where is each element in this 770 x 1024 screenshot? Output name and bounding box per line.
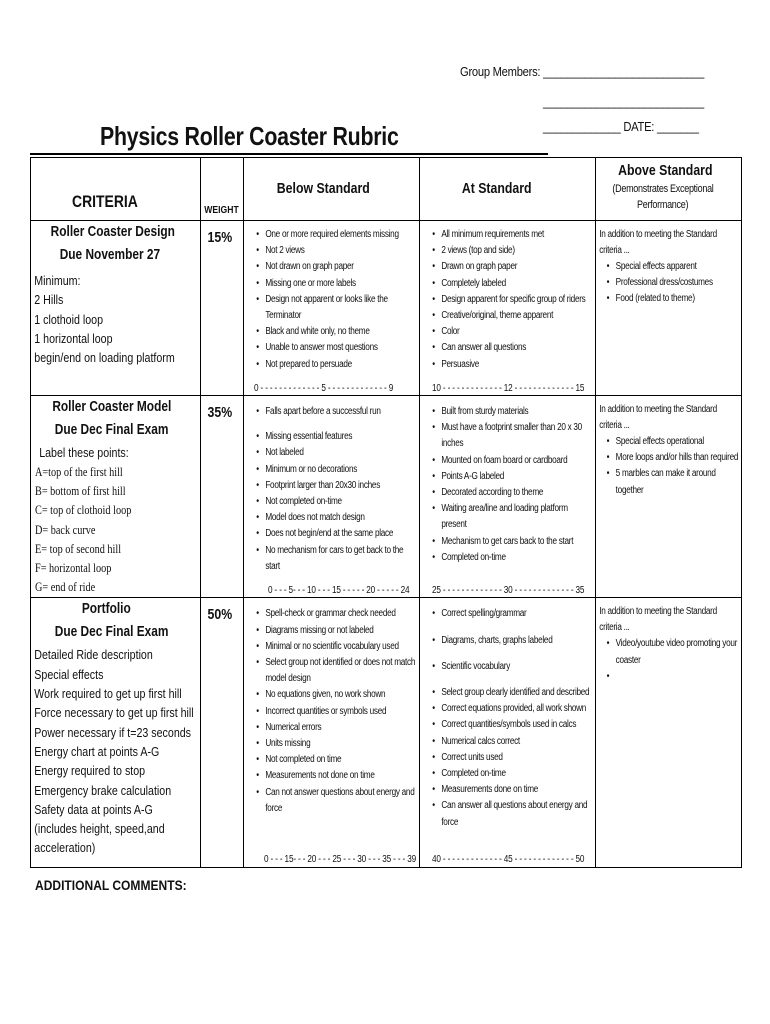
criteria-details (31, 462, 200, 597)
list-item: • Can not answer questions about energy and force (265, 785, 418, 817)
list-item: • Points A-G labeled (441, 469, 594, 485)
list-item: • 2 views (top and side) (441, 243, 594, 259)
list-item: • Footprint larger than 20x30 inches (265, 478, 418, 494)
above-list-wrap (596, 259, 740, 308)
list-item: • Special effects apparent (616, 259, 741, 275)
list-item: • Black and white only, no theme (265, 324, 418, 340)
detail-line: Energy required to stop (34, 763, 146, 779)
detail-line: Detailed Ride description (34, 647, 153, 663)
list-item: • Units missing (265, 736, 418, 752)
above-list (601, 636, 740, 684)
weight-cell (201, 396, 244, 598)
page-title: Physics Roller Coaster Rubric (100, 121, 399, 151)
criteria-cell-design (31, 221, 201, 396)
at-cell (420, 396, 596, 598)
at-list (427, 404, 595, 566)
at-list-c (427, 659, 595, 675)
below-list-wrap (244, 598, 419, 817)
detail-line: 1 horizontal loop (34, 330, 113, 346)
list-item: • No mechanism for cars to get back to the start (265, 543, 418, 575)
list-item: • Color (441, 324, 594, 340)
above-intro: In addition to meeting the Standard criteria ... (599, 606, 717, 634)
list-item: • Design apparent for specific group of riders (441, 292, 594, 308)
list-item: • Persuasive (441, 357, 594, 373)
list-item: • More loops and/or hills than required (616, 450, 741, 466)
list-item: • Must have a footprint smaller than 20 x 30 inches (441, 420, 594, 452)
detail-line: Force necessary to get up first hill (34, 705, 194, 721)
list-item: • Not prepared to persuade (265, 357, 418, 373)
list-item: • Scientific vocabulary (441, 659, 594, 675)
at-standard-header: At Standard (461, 180, 532, 197)
criteria-title: Portfolio (81, 601, 131, 618)
weight-value: 35% (207, 404, 233, 421)
list-item: • No equations given, no work shown (265, 687, 418, 703)
above-standard-sub2: Performance) (637, 199, 689, 211)
list-item: • Not labeled (265, 445, 418, 461)
below-cell (244, 221, 420, 396)
list-item: • Measurements not done on time (265, 768, 418, 784)
list-item: • Diagrams, charts, graphs labeled (441, 633, 594, 649)
score-scale: 0 - - - 15- - - 20 - - - 25 - - - 30 - - - 35 - - - 39 (264, 854, 416, 866)
list-item: • Built from sturdy materials (441, 404, 594, 420)
below-list-first (251, 404, 419, 420)
list-item: • Spell-check or grammar check needed (265, 606, 418, 622)
criteria-details (31, 644, 194, 857)
list-item: • Can answer all questions about energy and force (441, 798, 594, 830)
header-row (31, 158, 742, 221)
at-list (427, 685, 595, 831)
list-item (616, 669, 741, 685)
score-scale: 0 - - - 5- - - 10 - - - 15 - - - - - 20 - - - - - 24 (268, 585, 410, 597)
above-cell (596, 598, 742, 868)
detail-line: begin/end on loading platform (34, 350, 175, 366)
list-item: • Diagrams missing or not labeled (265, 623, 418, 639)
list-item: • Professional dress/costumes (616, 275, 741, 291)
below-cell (244, 598, 420, 868)
list-item: • Not completed on time (265, 752, 418, 768)
below-standard-header: Below Standard (276, 180, 370, 197)
detail-line: Special effects (34, 666, 104, 682)
list-item: • Numerical calcs correct (441, 734, 594, 750)
below-list (251, 429, 419, 575)
list-item: • Drawn on graph paper (441, 259, 594, 275)
rubric-row-model (31, 396, 742, 598)
above-cell (596, 396, 742, 598)
above-header-cell (596, 158, 742, 221)
group-members-line-2: ___________________________ (543, 94, 704, 109)
list-item: • Food (related to theme) (616, 291, 741, 307)
list-item: • Does not begin/end at the same place (265, 526, 418, 542)
list-item: • Mechanism to get cars back to the start (441, 534, 594, 550)
detail-line: Minimum: (34, 273, 81, 288)
detail-line: G= end of ride (35, 580, 96, 595)
at-header-cell (420, 158, 596, 221)
list-item: • Minimal or no scientific vocabulary used (265, 639, 418, 655)
below-header-cell (244, 158, 420, 221)
detail-line: A=top of the first hill (35, 465, 123, 479)
above-list-wrap (596, 636, 740, 684)
label-intro: Label these points: (39, 445, 129, 460)
detail-line: (includes height, speed,and (34, 821, 165, 837)
list-item: • Creative/original, theme apparent (441, 308, 594, 324)
list-item: • Select group clearly identified and described (441, 685, 594, 701)
list-item: • Correct equations provided, all work shown (441, 701, 594, 717)
list-item: • Not drawn on graph paper (265, 259, 418, 275)
detail-line: Emergency brake calculation (34, 782, 172, 798)
detail-line: Safety data at points A-G (34, 801, 153, 817)
list-item: • One or more required elements missing (265, 227, 418, 243)
list-item: • Falls apart before a successful run (265, 404, 418, 420)
at-list-wrap (420, 396, 595, 566)
at-list-a (427, 606, 595, 622)
criteria-title: Roller Coaster Model (52, 399, 172, 415)
at-list-wrap (420, 221, 595, 373)
above-cell (596, 221, 742, 396)
score-scale: 25 - - - - - - - - - - - - - 30 - - - - - - - - - - - - - 35 (432, 585, 585, 597)
score-scale: 10 - - - - - - - - - - - - - 12 - - - - - - - - - - - - - 15 (432, 383, 585, 394)
weight-cell (201, 598, 244, 868)
criteria-due: Due Dec Final Exam (54, 422, 169, 438)
list-item: • Minimum or no decorations (265, 462, 418, 478)
list-item: • Mounted on foam board or cardboard (441, 453, 594, 469)
below-cell (244, 396, 420, 598)
above-list (601, 259, 740, 308)
detail-line: Energy chart at points A-G (34, 743, 160, 759)
detail-line: acceleration) (34, 840, 96, 856)
score-scale: 40 - - - - - - - - - - - - - 45 - - - - - - - - - - - - - 50 (432, 854, 585, 866)
criteria-due: Due Dec Final Exam (54, 624, 169, 641)
group-members-line: Group Members: ___________________________ (460, 64, 705, 79)
list-item: • Not completed on-time (265, 494, 418, 510)
rubric-row-design (31, 221, 742, 396)
detail-line: Work required to get up first hill (34, 686, 182, 702)
weight-header-cell (201, 158, 244, 221)
rubric-table (30, 157, 742, 868)
list-item: • Completely labeled (441, 276, 594, 292)
above-intro: In addition to meeting the Standard criteria ... (599, 229, 717, 256)
below-list-wrap (244, 221, 419, 373)
weight-header: WEIGHT (204, 204, 239, 216)
list-item: • All minimum requirements met (441, 227, 594, 243)
detail-line: B= bottom of first hill (35, 484, 126, 499)
list-item: • Design not apparent or looks like the Terminator (265, 292, 418, 324)
weight-value: 50% (207, 606, 233, 624)
list-item: • Waiting area/line and loading platform present (441, 501, 594, 533)
list-item: • Measurements done on time (441, 782, 594, 798)
above-list (601, 434, 740, 499)
list-item: • Special effects operational (616, 434, 741, 450)
criteria-title: Roller Coaster Design (50, 224, 175, 240)
at-list-b (427, 633, 595, 649)
above-standard-header: Above Standard (618, 162, 713, 179)
list-item: • Can answer all questions (441, 340, 594, 356)
criteria-due: Due November 27 (59, 247, 161, 263)
title-underline (30, 153, 548, 155)
list-item: • Completed on-time (441, 550, 594, 566)
criteria-header: CRITERIA (72, 192, 138, 211)
list-item: • Select group not identified or does not match model design (265, 655, 418, 687)
below-list (251, 227, 419, 373)
criteria-cell-portfolio (31, 598, 201, 868)
detail-line: 1 clothoid loop (34, 311, 104, 327)
list-item: • Incorrect quantities or symbols used (265, 704, 418, 720)
above-list-wrap (596, 434, 740, 499)
criteria-header-cell (31, 158, 201, 221)
criteria-details (31, 267, 175, 367)
detail-line: C= top of clothoid loop (35, 503, 132, 518)
at-cell (420, 221, 596, 396)
date-line: _____________ DATE: _______ (543, 119, 699, 134)
list-item: • Correct spelling/grammar (441, 606, 594, 622)
detail-line: 2 Hills (34, 292, 64, 308)
list-item: • Not 2 views (265, 243, 418, 259)
list-item: • Correct quantities/symbols used in calcs (441, 717, 594, 733)
above-intro: In addition to meeting the Standard criteria ... (599, 404, 717, 431)
at-list (427, 227, 595, 373)
detail-line: Power necessary if t=23 seconds (34, 724, 192, 740)
list-item: • Correct units used (441, 750, 594, 766)
list-item: • Completed on-time (441, 766, 594, 782)
detail-line: E= top of second hill (35, 541, 122, 556)
list-item: • Unable to answer most questions (265, 340, 418, 356)
weight-value: 15% (207, 229, 233, 246)
weight-cell (201, 221, 244, 396)
list-item: • Numerical errors (265, 720, 418, 736)
rubric-row-portfolio (31, 598, 742, 868)
list-item: • Model does not match design (265, 510, 418, 526)
list-item: • Decorated according to theme (441, 485, 594, 501)
criteria-cell-model (31, 396, 201, 598)
below-list (251, 606, 419, 817)
score-scale: 0 - - - - - - - - - - - - - 5 - - - - - - - - - - - - - 9 (254, 383, 394, 394)
detail-line: D= back curve (35, 522, 96, 537)
above-standard-sub1: (Demonstrates Exceptional (612, 183, 714, 195)
additional-comments-label: ADDITIONAL COMMENTS: (35, 877, 187, 893)
below-list-wrap (244, 396, 419, 575)
list-item: • Missing essential features (265, 429, 418, 445)
detail-line: F= horizontal loop (35, 561, 112, 576)
at-cell (420, 598, 596, 868)
list-item: • Missing one or more labels (265, 276, 418, 292)
list-item: • Video/youtube video promoting your coaster (616, 636, 741, 668)
list-item: • 5 marbles can make it around together (616, 466, 741, 498)
at-list-wrap (420, 598, 595, 830)
